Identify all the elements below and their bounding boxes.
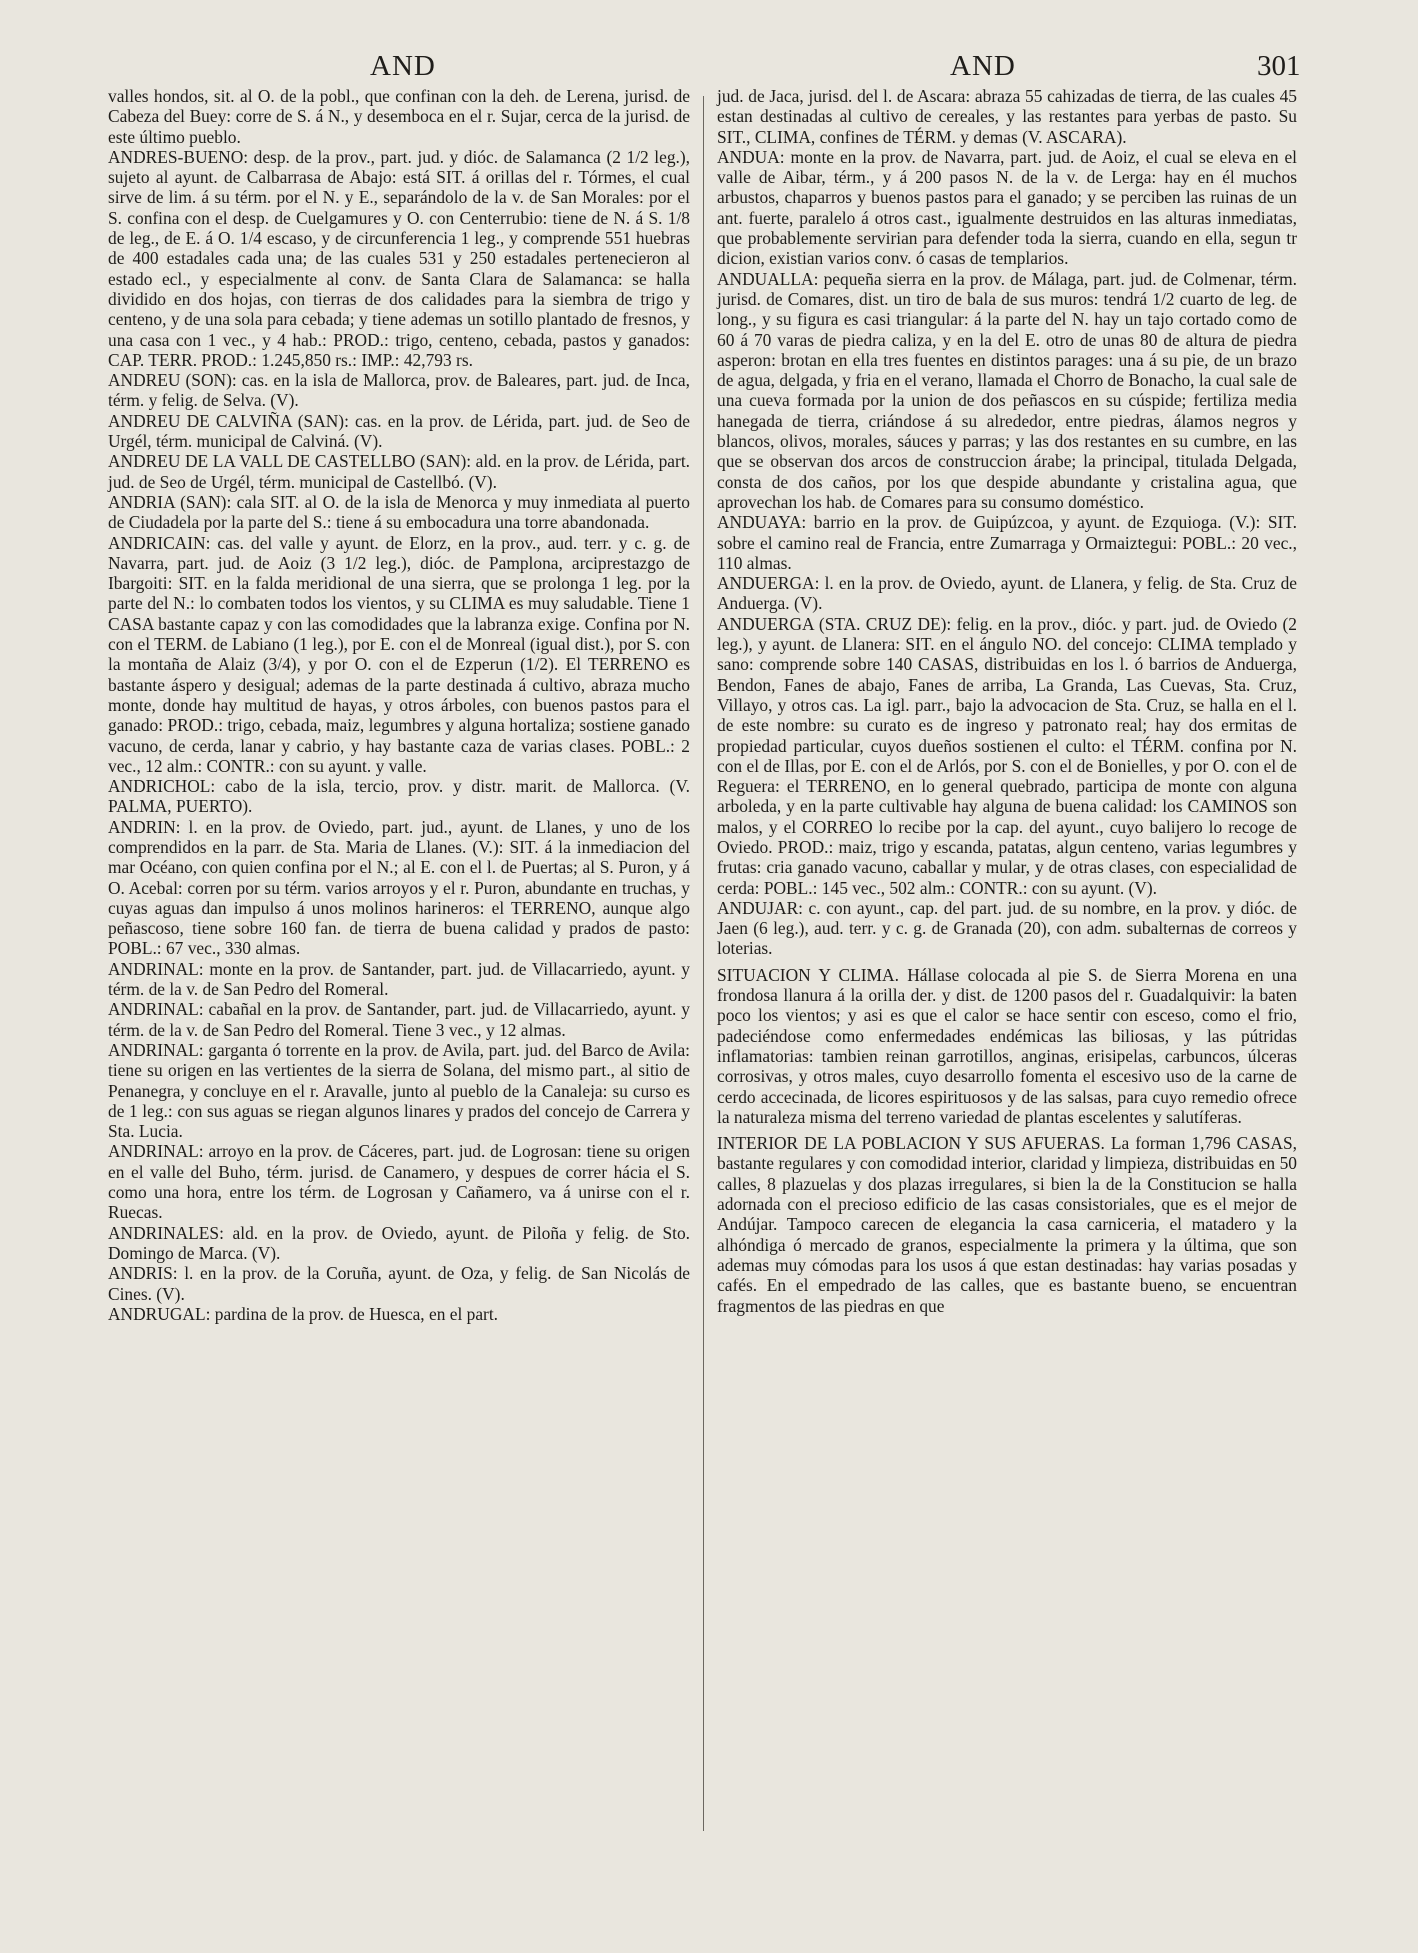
entry: ANDREU DE CALVIÑA (SAN): cas. en la prov. de Lérida, part. jud. de Seo de Urgél, térm. municipal de Calviná. (V).	[108, 410, 690, 452]
section-paragraph: SITUACION Y CLIMA. Hállase colocada al pie S. de Sierra Morena en una frondosa llanura á la orilla der. y dist. de 1200 pasos del r. Guadalquivir: la baten poco los vientos; y asi es que el calor se hace sentir con esceso, como el frio, padeciéndose como enfermedades endémicas las biliosas, y las pútridas inflamatorias: tambien reinan garrotillos, anginas, erisipelas, carbuncos, úlceras corrosivas, y otros males, cuyo desarrollo fomenta el escesivo uso de la carne de cerdo accecinada, de licores espirituosos y de las salsas, para cuyo remedio ofrece la naturaleza misma del terreno variedad de plantas escelentes y salutíferas.	[717, 964, 1297, 1127]
entry: ANDUALLA: pequeña sierra en la prov. de Málaga, part. jud. de Colmenar, térm. jurisd. de Comares, dist. un tiro de bala de sus muros: tendrá 1/2 cuarto de leg. de long., y su figura es casi triangular: á la parte del N. hay un tajo cortado como de 60 á 70 varas de piedra caliza, y en la del E. otro de unas 80 de altura de piedra asperon: brotan en ella tres fuentes en distintos parages: una á su pie, de un brazo de agua, delgada, y fria en el verano, llamada el Chorro de Bonacho, la cual sale de una cueva formada por la union de dos peñascos en su cúspide; fertiliza media hanegada de tierra, criándose á su alrededor, entre piedras, álamos negros y blancos, olivos, morales, sáuces y parras; y las dos restantes en su cumbre, en las que se observan dos arcos de construccion árabe; la principal, titulada Delgada, consta de dos caños, por los que despide abundante y cristalina agua, que aprovechan los hab. de Comares para su consumo doméstico.	[717, 268, 1297, 512]
entry: ANDUAYA: barrio en la prov. de Guipúzcoa, y ayunt. de Ezquioga. (V.): SIT. sobre el camino real de Francia, entre Zumarraga y Ormaiztegui: POBL.: 20 vec., 110 almas.	[717, 512, 1297, 573]
entry: ANDUERGA (STA. CRUZ DE): felig. en la prov., dióc. y part. jud. de Oviedo (2 leg.), y ayunt. de Llanera: SIT. en el ángulo NO. del concejo: CLIMA templado y sano: comprende sobre 140 CASAS, distribuidas en los l. ó barrios de Anduerga, Bendon, Fanes de abajo, Fanes de arriba, La Granda, Las Cuevas, Sta. Cruz, Villayo, y otros cas. La igl. parr., bajo la advocacion de Sta. Cruz, se halla en el l. de este nombre: su curato es de ingreso y patronato real; hay dos ermitas de propiedad particular, cuyos dueños sostienen el culto: el TÉRM. confina por N. con el de Illas, por E. con el de Arlós, por S. con el de Bonielles, y por O. con el de Reguera: el TERRENO, en lo general quebrado, participa de monte con alguna arboleda, y en la parte cultivable hay alguna de buena calidad: los CAMINOS son malos, y el CORREO lo recibe por la cap. del ayunt., cuyo balijero lo recoge de Oviedo. PROD.: maiz, trigo y escanda, patatas, algun centeno, varias legumbres y frutas: cria ganado vacuno, caballar y mular, y de otras clases, con especialidad de cerda: POBL.: 145 vec., 502 alm.: CONTR.: con su ayunt. (V).	[717, 613, 1297, 898]
entry: ANDRICHOL: cabo de la isla, tercio, prov. y distr. marit. de Mallorca. (V. PALMA, PUERTO).	[108, 776, 690, 817]
right-column	[717, 86, 1297, 1316]
entry: jud. de Jaca, jurisd. del l. de Ascara: abraza 55 cahizadas de tierra, de las cuales 45 estan destinadas al cultivo de cereales, y las restantes para yerbas de pasto. Su SIT., CLIMA, confines de TÉRM. y demas (V. ASCARA).	[717, 86, 1297, 147]
entry: ANDREU (SON): cas. en la isla de Mallorca, prov. de Baleares, part. jud. de Inca, térm. y felig. de Selva. (V).	[108, 370, 690, 411]
entry: ANDRINAL: monte en la prov. de Santander, part. jud. de Villacarriedo, ayunt. y térm. de la v. de San Pedro del Romeral.	[108, 958, 690, 1000]
section-paragraph: INTERIOR DE LA POBLACION Y SUS AFUERAS. La forman 1,796 CASAS, bastante regulares y con comodidad interior, claridad y limpieza, distribuidas en 50 calles, 8 plazuelas y dos plazas irregulares, si bien la de la Constitucion se halla adornada con el precioso edificio de las casas consistoriales, que es el mejor de Andújar. Tampoco carecen de elegancia la casa carniceria, el matadero y la alhóndiga ó mercado de granos, especialmente la primera y la última, que son ademas muy cómodas para los usos á que estan destinadas: hay varias posadas y cafés. En el empedrado de las calles, que es bastante bueno, se encuentran fragmentos de las piedras en que	[717, 1133, 1297, 1316]
left-column	[108, 86, 690, 1324]
column-divider	[703, 96, 704, 1831]
entry: ANDRIN: l. en la prov. de Oviedo, part. jud., ayunt. de Llanes, y uno de los comprendidos en la parr. de Sta. Maria de Llanes. (V.): SIT. á la inmediacion del mar Océano, con quien confina por el N.; al E. con el l. de Puertas; al S. Puron, y á O. Acebal: corren por su térm. varios arroyos y el r. Puron, abundante en truchas, y cuyas aguas dan impulso á unos molinos harineros: el TERRENO, aunque algo peñascoso, tiene sobre 160 fan. de tierra de buena calidad y prados de pasto: POBL.: 67 vec., 330 almas.	[108, 816, 690, 959]
entry: ANDRINAL: arroyo en la prov. de Cáceres, part. jud. de Logrosan: tiene su origen en el valle del Buho, térm. jurisd. de Canamero, y despues de correr hácia el S. como una hora, entre los térm. de Logrosan y Cañamero, va á unirse con el r. Ruecas.	[108, 1141, 690, 1223]
entry: ANDREU DE LA VALL DE CASTELLBO (SAN): ald. en la prov. de Lérida, part. jud. de Seo de Urgél, térm. municipal de Castellbó. (V).	[108, 451, 690, 492]
running-header-left: AND	[370, 50, 436, 82]
entry: ANDRINAL: garganta ó torrente en la prov. de Avila, part. jud. del Barco de Avila: tiene su origen en las vertientes de la sierra de Solana, del mismo part., al sitio de Penanegra, y concluye en el r. Aravalle, junto al pueblo de la Canaleja: su curso es de 1 leg.: con sus aguas se riegan algunos linares y prados del concejo de Carrera y Sta. Lucia.	[108, 1039, 690, 1142]
entry: ANDRINAL: cabañal en la prov. de Santander, part. jud. de Villacarriedo, ayunt. y térm. de la v. de San Pedro del Romeral. Tiene 3 vec., y 12 almas.	[108, 999, 690, 1040]
entry: ANDRES-BUENO: desp. de la prov., part. jud. y dióc. de Salamanca (2 1/2 leg.), sujeto al ayunt. de Calbarrasa de Abajo: está SIT. á orillas del r. Tórmes, el cual sirve de lim. á su térm. por el N. y E., separándolo de la v. de San Morales: por el S. confina con el desp. de Cuelgamures y O. con Centerrubio: tiene de N. á S. 1/8 de leg., de E. á O. 1/4 escaso, y de circunferencia 1 leg., y comprende 551 huebras de 400 estadales cada una; de las cuales 531 y 250 estadales pertenecieron al estado ecl., y especialmente al conv. de Santa Clara de Salamanca: se halla dividido en dos hojas, con tierras de dos calidades para la siembra de trigo y centeno, y de una sola para cebada; y tiene ademas un sotillo plantado de fresnos, y una casa con 1 vec., y 4 hab.: PROD.: trigo, centeno, cebada, pastos y ganados: CAP. TERR. PROD.: 1.245,850 rs.: IMP.: 42,793 rs.	[108, 146, 690, 370]
entry: ANDUERGA: l. en la prov. de Oviedo, ayunt. de Llanera, y felig. de Sta. Cruz de Anduerga. (V).	[717, 573, 1297, 614]
entry: ANDRINALES: ald. en la prov. de Oviedo, ayunt. de Piloña y felig. de Sto. Domingo de Marca. (V).	[108, 1222, 690, 1263]
entry: ANDUJAR: c. con ayunt., cap. del part. jud. de su nombre, en la prov. y dióc. de Jaen (6 leg.), aud. terr. y c. g. de Granada (20), con adm. subalternas de correos y loterias.	[717, 897, 1297, 959]
entry: ANDRIS: l. en la prov. de la Coruña, ayunt. de Oza, y felig. de San Nicolás de Cines. (V).	[108, 1263, 690, 1304]
running-header-right: AND	[950, 50, 1016, 82]
entry: ANDRUGAL: pardina de la prov. de Huesca, en el part.	[108, 1303, 499, 1324]
entry: ANDRIA (SAN): cala SIT. al O. de la isla de Menorca y muy inmediata al puerto de Ciudadela por la parte del S.: tiene á su embocadura una torre abandonada.	[108, 491, 690, 533]
entry: valles hondos, sit. al O. de la pobl., que confinan con la deh. de Lerena, jurisd. de Cabeza del Buey: corre de S. á N., y desemboca en el r. Sujar, cerca de la jurisd. de este último pueblo.	[108, 86, 690, 147]
page-number: 301	[1257, 50, 1301, 82]
entry: ANDUA: monte en la prov. de Navarra, part. jud. de Aoiz, el cual se eleva en el valle de Aibar, térm., y á 200 pasos N. de la v. de Lerga: hay en él muchos arbustos, chaparros y buenos pastos para el ganado; y se perciben las ruinas de un ant. fuerte, paralelo á otros cast., igualmente destruidos en las alturas inmediatas, que probablemente servirian para defender toda la sierra, cuando en ella, segun tr dicion, existian varios conv. ó casas de templarios.	[717, 146, 1297, 269]
entry: ANDRICAIN: cas. del valle y ayunt. de Elorz, en la prov., aud. terr. y c. g. de Navarra, part. jud. de Aoiz (3 1/2 leg.), dióc. de Pamplona, arciprestazgo de Ibargoiti: SIT. en la falda meridional de una sierra, que se prolonga 1 leg. por la parte del N.: lo combaten todos los vientos, y su CLIMA es muy saludable. Tiene 1 CASA bastante capaz y con las comodidades que la labranza exige. Confina por N. con el TERM. de Labiano (1 leg.), por E. con el de Monreal (igual dist.), por S. con la montaña de Alaiz (3/4), y por O. con el de Ezperun (1/2). El TERRENO es bastante áspero y desigual; ademas de la parte destinada á cultivo, abraza mucho monte, donde hay multitud de hayas, y otros árboles, con buenos pastos para el ganado: PROD.: trigo, cebada, maiz, legumbres y alguna hortaliza; sostiene ganado vacuno, de cerda, lanar y cabrio, y hay bastante caza de varias clases. POBL.: 2 vec., 12 alm.: CONTR.: con su ayunt. y valle.	[108, 532, 690, 776]
